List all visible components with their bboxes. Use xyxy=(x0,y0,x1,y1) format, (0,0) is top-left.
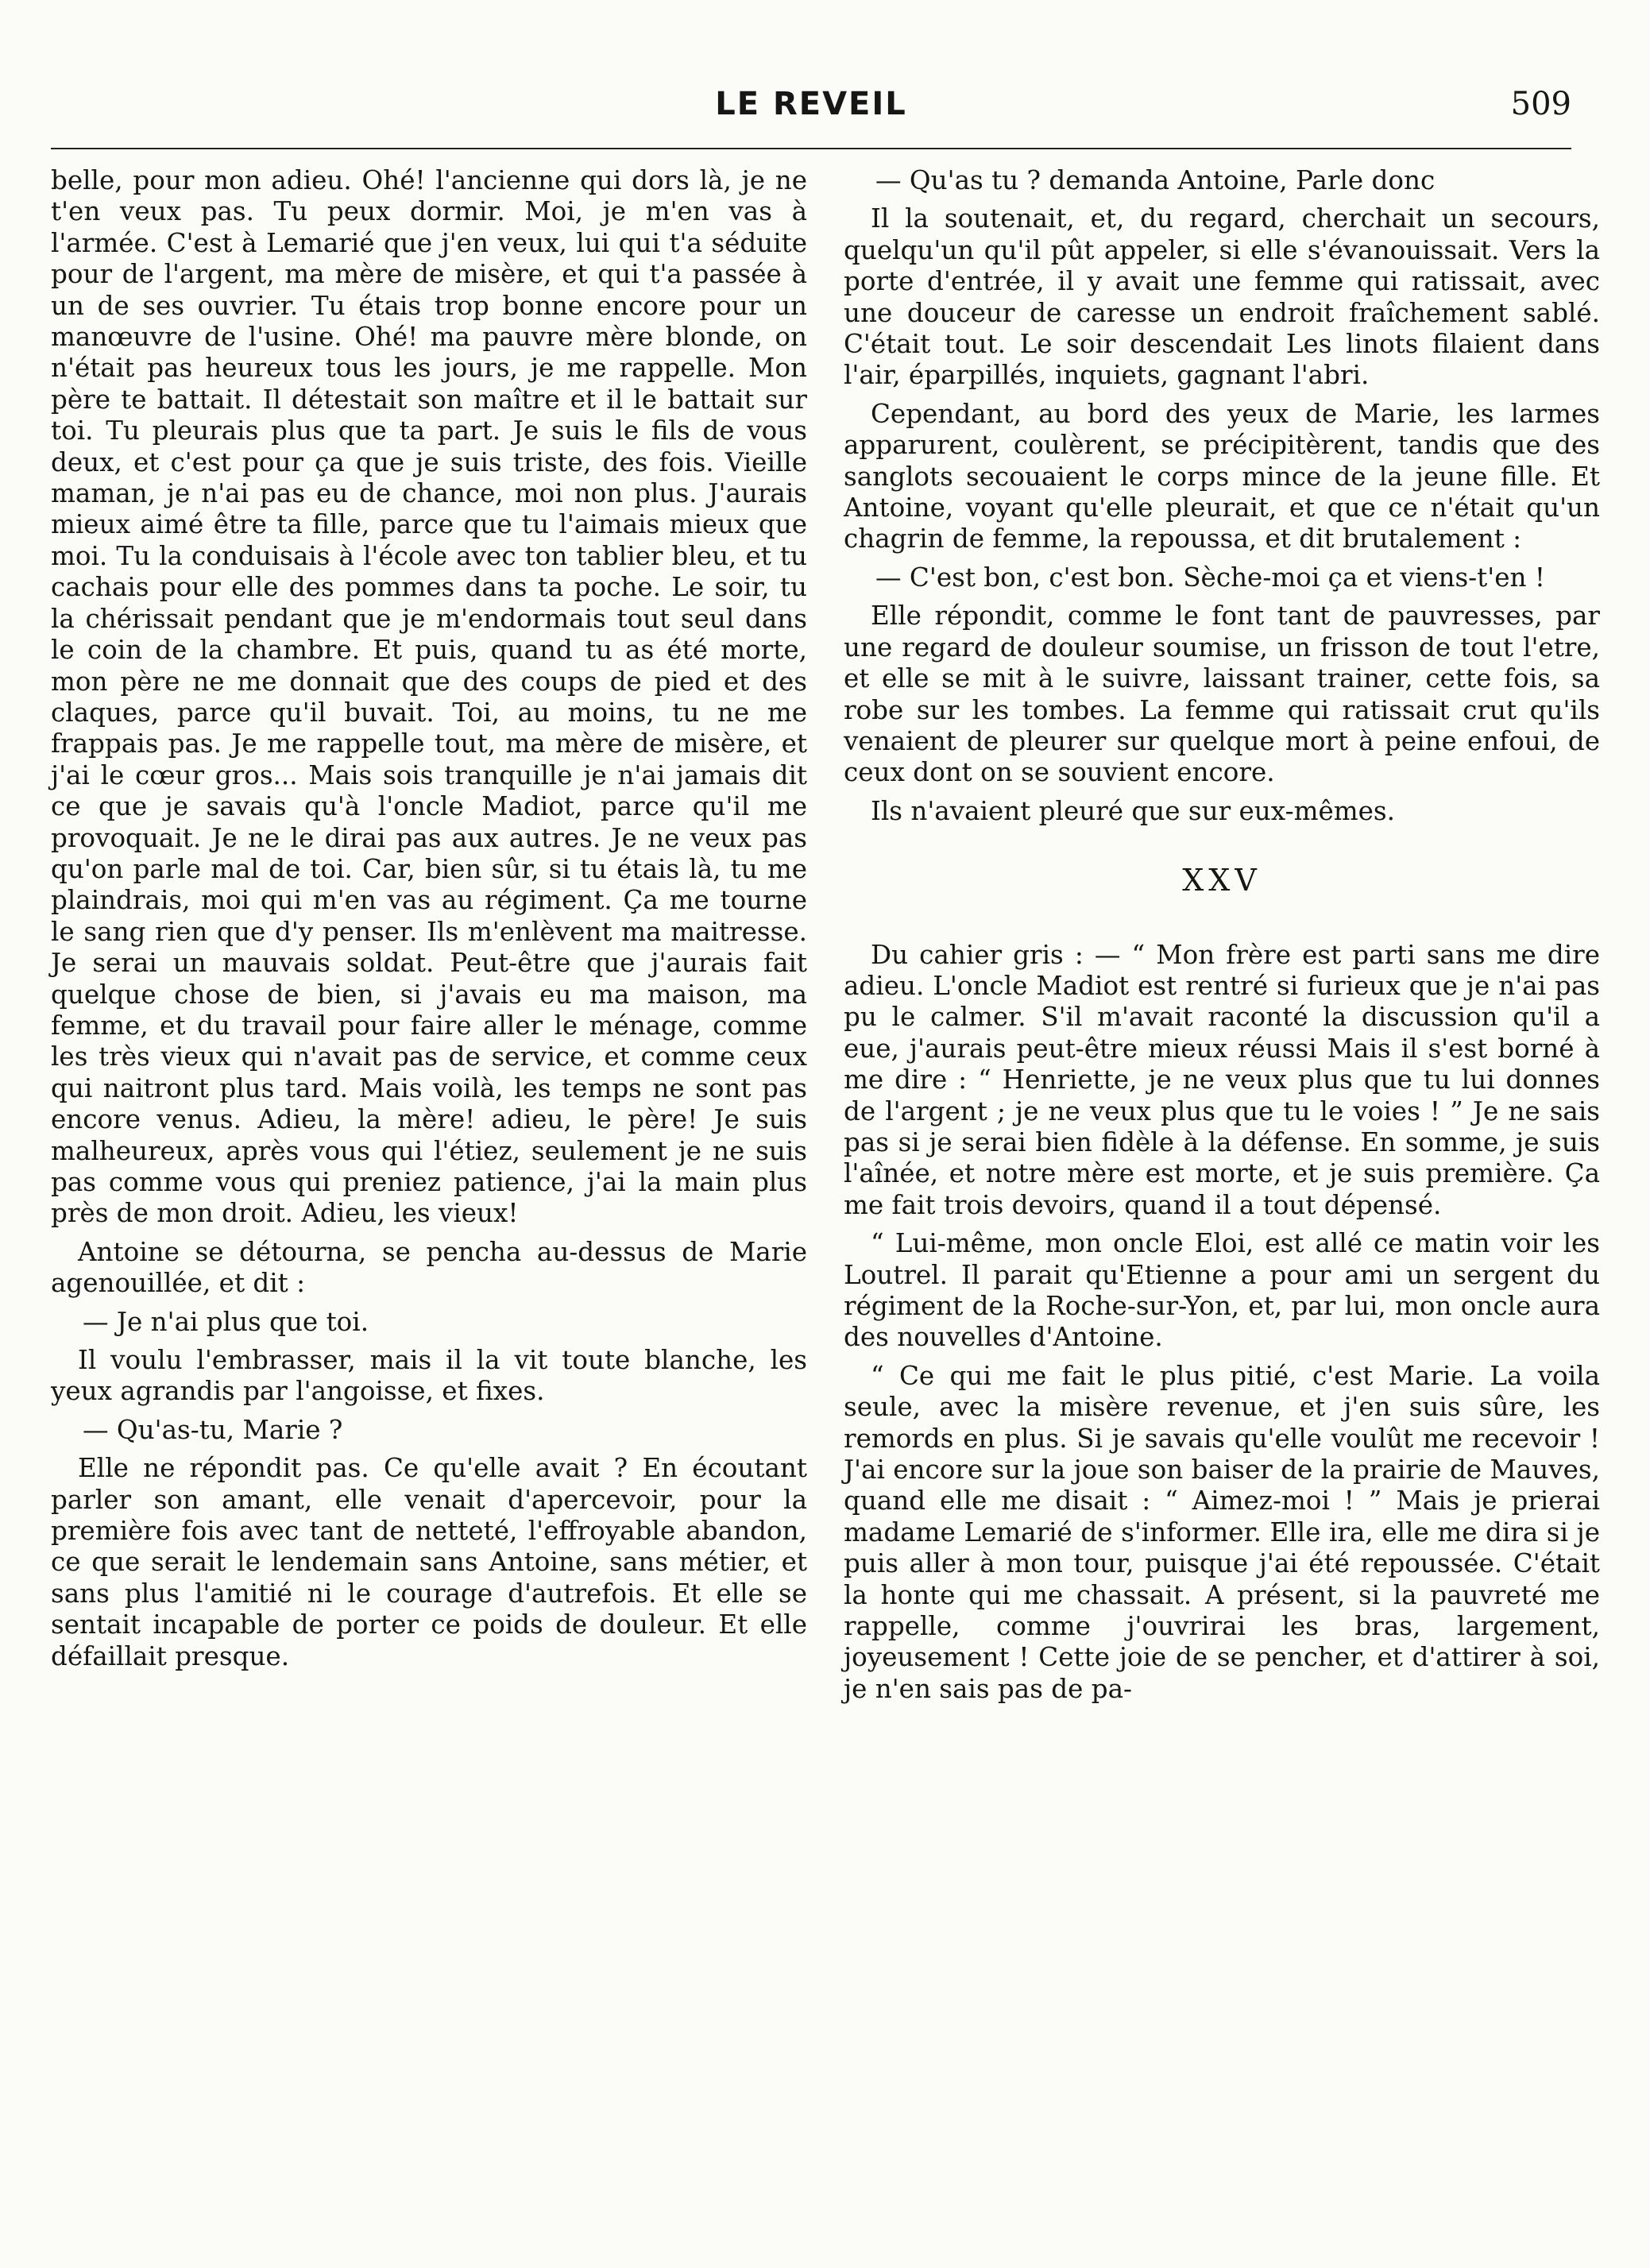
running-title: LE REVEIL xyxy=(715,86,907,122)
paragraph: Du cahier gris : — “ Mon frère est parti sans me dire adieu. L'oncle Madiot est rentré si furieux que je n'ai pas pu le calmer. S'il m'avait raconté la discussion qu'il a eue, j'aurais peut-être mieux réussi Mais il s'est borné à me dire : “ Henriette, je ne veux plus que tu lui donnes de l'argent ; je ne veux plus que tu le voies ! ” Je ne sais pas si je serai bien fidèle à la défense. En somme, je suis l'aînée, et notre mère est morte, et je suis première. Ça me fait trois devoirs, quand il a tout dépensé. xyxy=(844,939,1600,1220)
paragraph: Elle répondit, comme le font tant de pauvresses, par une regard de douleur soumise, un frisson de tout l'etre, et elle se mit à le suivre, laissant trainer, cette fois, sa robe sur les tombes. La femme qui ratissait crut qu'ils venaient de pleurer sur quelque mort à peine enfoui, de ceux dont on se souvient encore. xyxy=(844,601,1600,788)
paragraph: “ Ce qui me fait le plus pitié, c'est Marie. La voila seule, avec la misère revenue, et j'en suis sûre, les remords en plus. Si je savais qu'elle voulût me recevoir ! J'ai encore sur la joue son baiser de la prairie de Mauves, quand elle me disait : “ Aimez-moi ! ” Mais je prierai madame Lemarié de s'informer. Elle ira, elle me dira si je puis aller à mon tour, puisque j'ai été repoussée. C'était la honte qui me chassait. A présent, si la pauvreté me rappelle, comme j'ouvrirai les bras, largement, joyeusement ! Cette joie de se pencher, et d'attirer à soi, je n'en sais pas de pa- xyxy=(844,1360,1600,1704)
left-column xyxy=(51,165,807,1679)
paragraph: “ Lui-même, mon oncle Eloi, est allé ce matin voir les Loutrel. Il parait qu'Etienne a pour ami un sergent du régiment de la Roche-sur-Yon, et, par lui, mon oncle aura des nouvelles d'Antoine. xyxy=(844,1228,1600,1353)
dialogue-line: — Je n'ai plus que toi. xyxy=(83,1306,369,1337)
paragraph: belle, pour mon adieu. Ohé! l'ancienne qui dors là, je ne t'en veux pas. Tu peux dormir. Moi, je m'en vas à l'armée. C'est à Lemarié que j'en veux, lui qui t'a séduite pour de l'argent, ma mère de misère, et qui t'a passée à un de ses ouvrier. Tu étais trop bonne encore pour un manœuvre de l'usine. Ohé! ma pauvre mère blonde, on n'était pas heureux tous les jours, je me rappelle. Mon père te battait. Il détestait son maître et il le battait sur toi. Tu pleurais plus que ta part. Je suis le fils de vous deux, et c'est pour ça que je suis triste, des fois. Vieille maman, je n'ai pas eu de chance, moi non plus. J'aurais mieux aimé être ta fille, parce que tu l'aimais mieux que moi. Tu la conduisais à l'école avec ton tablier bleu, et tu cachais pour elle des pommes dans ta poche. Le soir, tu la chérissait pendant que je m'endormais tout seul dans le coin de la chambre. Et puis, quand tu as été morte, mon père ne me donnait que des coups de pied et des claques, parce qu'il buvait. Toi, au moins, tu ne me frappais pas. Je me rappelle tout, ma mère de misère, et j'ai le cœur gros... Mais sois tranquille je n'ai jamais dit ce que je savais qu'à l'oncle Madiot, parce qu'il me provoquait. Je ne le dirai pas aux autres. Je ne veux pas qu'on parle mal de toi. Car, bien sûr, si tu étais là, tu me plaindrais, moi qui m'en vas au régiment. Ça me tourne le sang rien que d'y penser. Ils m'enlèvent ma maitresse. Je serai un mauvais soldat. Peut-être que j'aurais fait quelque chose de bien, si j'avais eu ma maison, ma femme, et du travail pour faire aller le ménage, comme les très vieux qui n'avait pas de service, et comme ceux qui naitront plus tard. Mais voilà, les temps ne sont pas encore venus. Adieu, la mère! adieu, le père! Je suis malheureux, après vous qui l'étiez, seulement je ne suis pas comme vous qui preniez patience, j'ai la main plus près de mon droit. Adieu, les vieux! xyxy=(51,165,807,1229)
page-number: 509 xyxy=(1510,86,1571,122)
header-rule xyxy=(51,148,1571,149)
paragraph: Il voulu l'embrasser, mais il la vit toute blanche, les yeux agrandis par l'angoisse, et fixes. xyxy=(51,1345,807,1407)
right-column xyxy=(844,165,1600,1712)
paragraph: Elle ne répondit pas. Ce qu'elle avait ? En écoutant parler son amant, elle venait d'apercevoir, pour la première fois avec tant de netteté, l'effroyable abandon, ce que serait le lendemain sans Antoine, sans métier, et sans plus l'amitié ni le courage d'autrefois. Et elle se sentait incapable de porter ce poids de douleur. Et elle défaillait presque. xyxy=(51,1453,807,1671)
paragraph: Ils n'avaient pleuré que sur eux-mêmes. xyxy=(871,795,1396,826)
page-header xyxy=(51,86,1571,133)
paragraph: Il la soutenait, et, du regard, cherchait un secours, quelqu'un qu'il pût appeler, si elle s'évanouissait. Vers la porte d'entrée, il y avait une femme qui ratissait, avec une douceur de caresse un endroit fraîchement sablé. C'était tout. Le soir descendait Les linots filaient dans l'air, éparpillés, inquiets, gagnant l'abri. xyxy=(844,203,1600,391)
paragraph: Cependant, au bord des yeux de Marie, les larmes apparurent, coulèrent, se précipitèrent, tandis que des sanglots secouaient le corps mince de la jeune fille. Et Antoine, voyant qu'elle pleurait, et que ce n'était qu'un chagrin de femme, la repoussa, et dit brutalement : xyxy=(844,398,1600,554)
paragraph: Antoine se détourna, se pencha au-dessus de Marie agenouillée, et dit : xyxy=(51,1236,807,1299)
dialogue-line: — Qu'as tu ? demanda Antoine, Parle donc xyxy=(875,165,1436,195)
chapter-heading: XXV xyxy=(1182,863,1262,898)
dialogue-line: — C'est bon, c'est bon. Sèche-moi ça et viens-t'en ! xyxy=(875,562,1545,593)
dialogue-line: — Qu'as-tu, Marie ? xyxy=(83,1414,343,1445)
